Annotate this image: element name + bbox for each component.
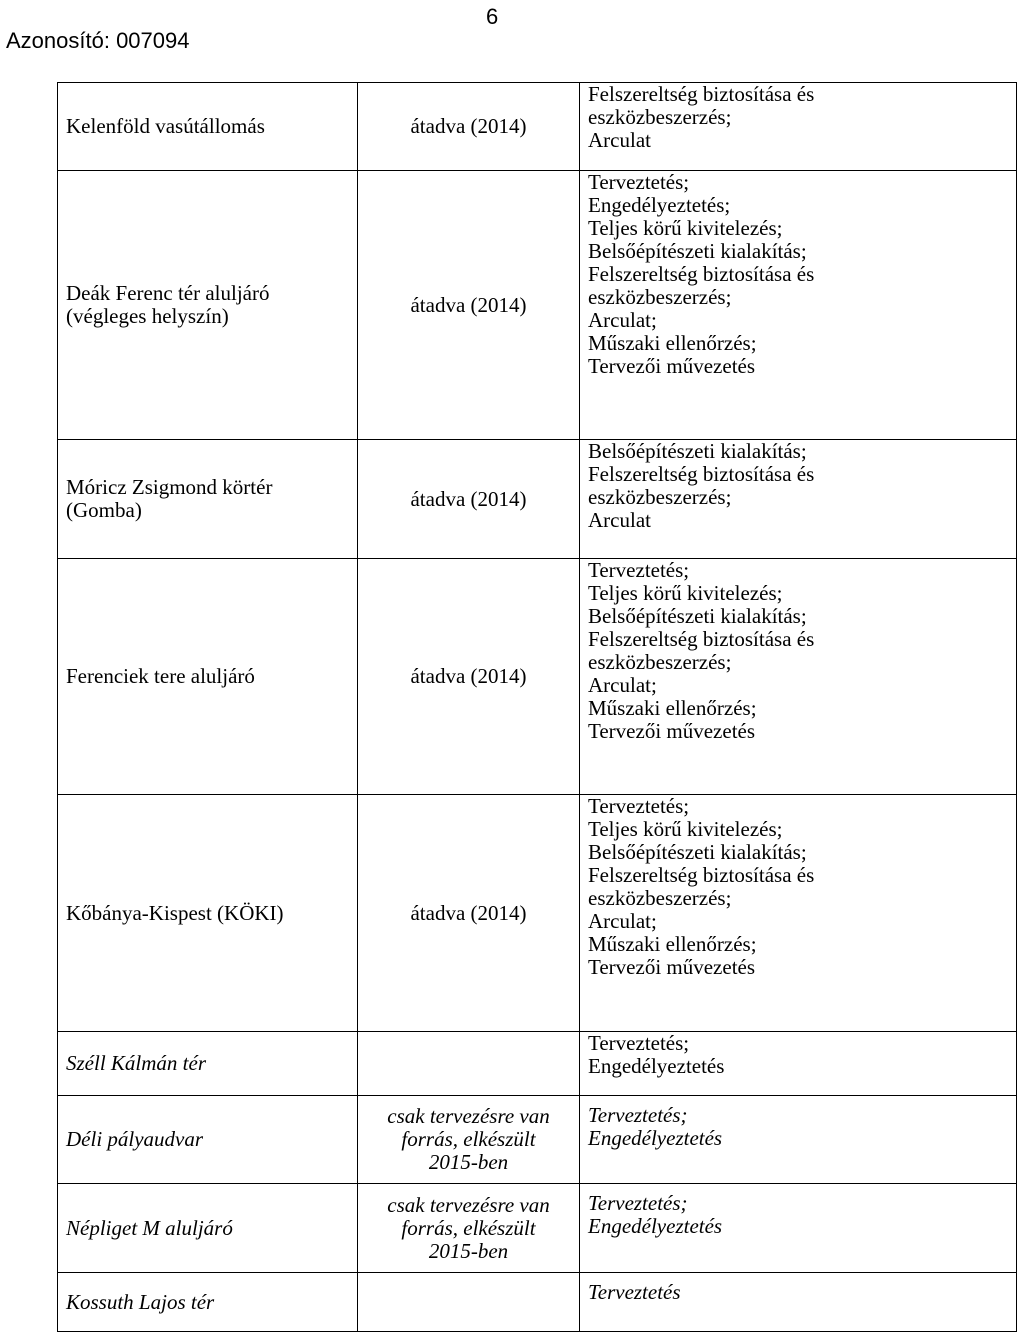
tasks-text: Tervezői művezetés xyxy=(588,955,756,979)
location-cell xyxy=(58,83,358,171)
location-text: Széll Kálmán tér xyxy=(66,1051,206,1075)
status-cell xyxy=(358,795,580,1032)
tasks-text: eszközbeszerzés; xyxy=(588,105,732,129)
location-text: Móricz Zsigmond körtér xyxy=(66,475,273,499)
location-text: Déli pályaudvar xyxy=(66,1127,204,1151)
tasks-text: Terveztetés xyxy=(588,1280,681,1304)
status-text: csak tervezésre van xyxy=(387,1104,550,1128)
tasks-text: Felszereltség biztosítása és xyxy=(588,82,815,106)
tasks-text: Teljes körű kivitelezés; xyxy=(588,817,783,841)
tasks-text: Műszaki ellenőrzés; xyxy=(588,696,757,720)
tasks-cell xyxy=(580,440,1017,559)
location-cell xyxy=(58,795,358,1032)
tasks-text: Műszaki ellenőrzés; xyxy=(588,932,757,956)
table-row xyxy=(58,559,1017,795)
location-text: Kelenföld vasútállomás xyxy=(66,114,265,138)
status-cell xyxy=(358,1184,580,1273)
tasks-text: Felszereltség biztosítása és xyxy=(588,462,815,486)
tasks-text: Belsőépítészeti kialakítás; xyxy=(588,604,807,628)
tasks-cell xyxy=(580,1273,1017,1332)
tasks-text: Belsőépítészeti kialakítás; xyxy=(588,439,807,463)
location-text: Kőbánya-Kispest (KÖKI) xyxy=(66,900,284,925)
status-text: forrás, elkészült xyxy=(401,1215,536,1240)
tasks-text: eszközbeszerzés; xyxy=(588,285,732,309)
status-cell xyxy=(358,171,580,440)
tasks-text: Engedélyeztetés xyxy=(588,1054,725,1078)
location-text: (Gomba) xyxy=(66,498,142,522)
status-text: átadva (2014) xyxy=(410,292,527,317)
tasks-text: eszközbeszerzés; xyxy=(588,485,732,509)
tasks-text: Engedélyeztetés xyxy=(588,1214,723,1238)
status-text: 2015-ben xyxy=(428,1238,509,1263)
tasks-text: Terveztetés; xyxy=(588,170,690,194)
location-cell xyxy=(58,1032,358,1096)
location-cell xyxy=(58,1273,358,1332)
tasks-text: Műszaki ellenőrzés; xyxy=(588,331,757,355)
status-cell xyxy=(358,559,580,795)
tasks-cell xyxy=(580,83,1017,171)
tasks-text: Arculat xyxy=(588,128,651,152)
document-id: Azonosító: 007094 xyxy=(6,28,190,53)
table-row xyxy=(58,1273,1017,1332)
tasks-text: Arculat; xyxy=(588,673,657,697)
tasks-text: Felszereltség biztosítása és xyxy=(588,262,815,286)
table-row xyxy=(58,171,1017,440)
tasks-text: Teljes körű kivitelezés; xyxy=(588,581,783,605)
page-number: 6 xyxy=(486,4,499,29)
tasks-text: Felszereltség biztosítása és xyxy=(588,863,815,887)
location-cell xyxy=(58,440,358,559)
table-row xyxy=(58,1032,1017,1096)
tasks-text: Belsőépítészeti kialakítás; xyxy=(588,239,807,263)
tasks-cell xyxy=(580,795,1017,1032)
status-cell xyxy=(358,1096,580,1184)
location-cell xyxy=(58,171,358,440)
table-row xyxy=(58,795,1017,1032)
tasks-text: Terveztetés; xyxy=(588,1103,688,1127)
location-cell xyxy=(58,1184,358,1273)
tasks-cell xyxy=(580,1032,1017,1096)
status-text: 2015-ben xyxy=(428,1150,509,1174)
status-cell xyxy=(358,1032,580,1096)
location-cell xyxy=(58,1096,358,1184)
status-text: átadva (2014) xyxy=(410,664,527,688)
status-cell xyxy=(358,83,580,171)
locations-table xyxy=(57,82,1017,1332)
tasks-cell xyxy=(580,1184,1017,1273)
location-text: (végleges helyszín) xyxy=(66,304,229,328)
tasks-text: Felszereltség biztosítása és xyxy=(588,627,815,651)
tasks-text: Teljes körű kivitelezés; xyxy=(588,216,783,240)
status-text: csak tervezésre van xyxy=(387,1192,550,1217)
status-text: átadva (2014) xyxy=(410,486,527,511)
status-text: forrás, elkészült xyxy=(401,1127,536,1151)
tasks-text: Belsőépítészeti kialakítás; xyxy=(588,840,807,864)
location-text: Népliget M aluljáró xyxy=(66,1215,233,1240)
status-cell xyxy=(358,1273,580,1332)
table-row xyxy=(58,1096,1017,1184)
location-text: Ferenciek tere aluljáró xyxy=(66,664,255,688)
location-cell xyxy=(58,559,358,795)
status-cell xyxy=(358,440,580,559)
location-text: Deák Ferenc tér aluljáró xyxy=(66,281,270,305)
tasks-text: Arculat xyxy=(588,508,651,532)
tasks-text: eszközbeszerzés; xyxy=(588,650,732,674)
tasks-text: Engedélyeztetés xyxy=(588,1126,723,1150)
table-row xyxy=(58,1184,1017,1273)
status-text: átadva (2014) xyxy=(410,114,527,138)
table-row xyxy=(58,440,1017,559)
tasks-cell xyxy=(580,1096,1017,1184)
location-text: Kossuth Lajos tér xyxy=(66,1289,215,1314)
status-text: átadva (2014) xyxy=(410,900,527,925)
tasks-text: eszközbeszerzés; xyxy=(588,886,732,910)
tasks-cell xyxy=(580,559,1017,795)
tasks-text: Arculat; xyxy=(588,308,657,332)
table-row xyxy=(58,83,1017,171)
tasks-text: Tervezői művezetés xyxy=(588,354,756,378)
tasks-text: Terveztetés; xyxy=(588,794,690,818)
tasks-cell xyxy=(580,171,1017,440)
tasks-text: Engedélyeztetés; xyxy=(588,193,731,217)
tasks-text: Terveztetés; xyxy=(588,1191,688,1215)
tasks-text: Terveztetés; xyxy=(588,558,690,582)
tasks-text: Tervezői művezetés xyxy=(588,719,756,743)
tasks-text: Terveztetés; xyxy=(588,1031,690,1055)
tasks-text: Arculat; xyxy=(588,909,657,933)
